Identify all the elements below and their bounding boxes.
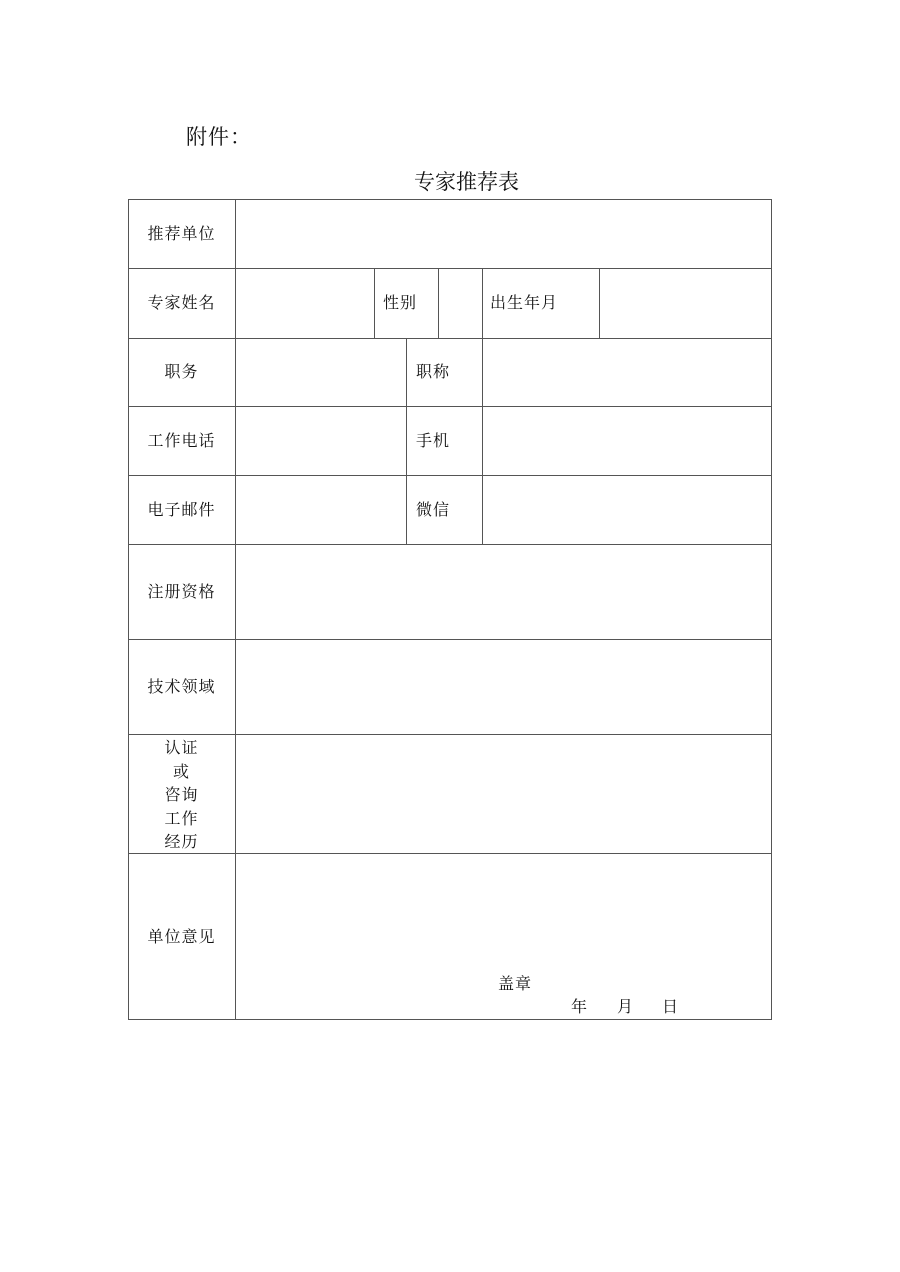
unit-opinion-label: 单位意见 — [147, 927, 216, 946]
experience-label-line: 认证 — [164, 738, 199, 757]
email-label: 电子邮件 — [147, 500, 216, 519]
work-phone-field[interactable] — [236, 407, 406, 475]
expert-name-field[interactable] — [236, 269, 374, 338]
professional-title-label: 职称 — [416, 362, 451, 381]
wechat-field[interactable] — [483, 476, 771, 544]
table-border — [128, 1019, 771, 1020]
experience-label-line: 经历 — [164, 832, 199, 851]
professional-title-field[interactable] — [483, 339, 771, 406]
birth-date-label: 出生年月 — [490, 293, 559, 312]
month-label: 月 — [617, 997, 635, 1016]
form-title: 专家推荐表 — [414, 170, 519, 194]
column-divider — [406, 338, 407, 544]
mobile-field[interactable] — [483, 407, 771, 475]
day-label: 日 — [662, 997, 680, 1016]
recommending-unit-label: 推荐单位 — [147, 224, 216, 243]
mobile-label: 手机 — [416, 431, 451, 450]
technical-field-label: 技术领域 — [147, 677, 216, 696]
experience-field[interactable] — [236, 735, 771, 853]
experience-label-line: 或 — [172, 761, 190, 781]
attachment-label: 附件： — [186, 125, 252, 149]
expert-name-label: 专家姓名 — [147, 293, 216, 312]
recommending-unit-field[interactable] — [236, 200, 771, 268]
gender-label: 性别 — [383, 293, 418, 312]
work-phone-label: 工作电话 — [147, 431, 216, 450]
technical-field-field[interactable] — [236, 640, 771, 734]
registration-field[interactable] — [236, 545, 771, 639]
position-label: 职务 — [164, 362, 199, 381]
position-field[interactable] — [236, 339, 406, 406]
registration-label: 注册资格 — [147, 582, 216, 601]
birth-date-field[interactable] — [600, 269, 771, 338]
table-border — [771, 199, 772, 1020]
wechat-label: 微信 — [416, 500, 451, 519]
year-label: 年 — [571, 997, 589, 1016]
unit-opinion-field[interactable] — [236, 854, 771, 974]
gender-field[interactable] — [439, 269, 482, 338]
experience-label-line: 工作 — [164, 808, 199, 828]
experience-label — [128, 736, 235, 854]
column-divider — [374, 268, 375, 338]
experience-label-line: 咨询 — [164, 785, 199, 804]
table-border — [128, 199, 129, 1020]
email-field[interactable] — [236, 476, 406, 544]
seal-label: 盖章 — [498, 974, 533, 993]
